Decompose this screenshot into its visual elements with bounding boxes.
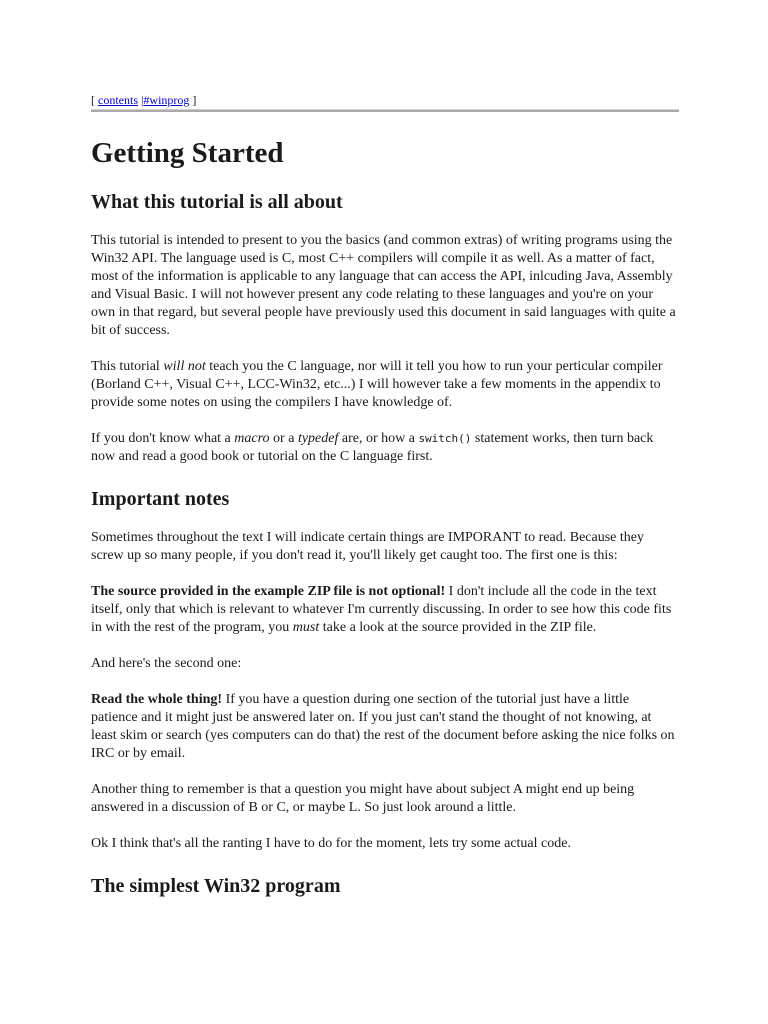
contents-link[interactable]: contents [98, 93, 138, 107]
emphasis-macro: macro [234, 431, 270, 446]
notes-paragraph-1: Sometimes throughout the text I will indicate certain things are IMPORANT to read. Because they screw up so many people, if you don't read it, you'll likely get caught too. The first one is this: [91, 530, 644, 563]
section-heading-notes: Important notes [91, 488, 230, 510]
emphasis-must: must [292, 620, 320, 635]
section-heading-simplest: The simplest Win32 program [91, 875, 341, 897]
page-title: Getting Started [91, 137, 284, 169]
notes-paragraph-4 [91, 691, 679, 763]
bold-text: The source provided in the example ZIP file is not optional! [91, 584, 446, 599]
text-span: or a [269, 431, 298, 446]
text-span: I don't include all the code in the text itself, only that which is relevant to whatever I'm currently discussing. In order to see how this code fits in with the rest of the program, you [91, 584, 672, 635]
text-span: If you have a question during one section of the tutorial just have a little patience and it might just be answered later on. If you just can't stand the thought of not knowing, at least skim or search (yes computers can do that) the rest of the document before asking the nice folks on IRC or by email. [91, 692, 675, 761]
nav-separator: | [141, 93, 144, 107]
notes-paragraph-6: Ok I think that's all the ranting I have to do for the moment, lets try some actual code. [91, 836, 571, 851]
about-paragraph-2 [91, 358, 679, 412]
notes-paragraph-2 [91, 583, 679, 637]
nav-open-bracket: [ [91, 93, 95, 107]
text-span: are, or how a [338, 431, 419, 446]
article [91, 92, 679, 898]
about-paragraph-1: This tutorial is intended to present to you the basics (and common extras) of writing programs using the Win32 API. The language used is C, most C++ compilers will compile it as well. As a matter of fact, most of the information is applicable to any language that can access the API, inlcuding Java, Assembly and Visual Basic. I will not however present any code relating to these languages and you're on your own in that regard, but several people have previously used this document in said languages with quite a bit of success. [91, 233, 676, 338]
text-span: This tutorial [91, 359, 164, 374]
notes-paragraph-5: Another thing to remember is that a question you might have about subject A might end up being answered in a discussion of B or C, or maybe L. So just look around a little. [91, 782, 635, 815]
about-paragraph-3 [91, 430, 679, 466]
text-span: take a look at the source provided in the ZIP file. [319, 620, 597, 635]
inline-code-switch: switch() [418, 432, 472, 445]
section-heading-about: What this tutorial is all about [91, 191, 343, 213]
winprog-link[interactable]: #winprog [143, 93, 190, 107]
emphasis-typedef: typedef [297, 431, 339, 446]
horizontal-rule [91, 109, 679, 112]
nav-close-bracket: ] [192, 93, 197, 107]
emphasis: will not [163, 359, 206, 374]
bold-text: Read the whole thing! [91, 692, 223, 707]
top-navigation [91, 92, 679, 108]
notes-paragraph-3: And here's the second one: [91, 656, 242, 671]
text-span: If you don't know what a [91, 431, 235, 446]
text-span: teach you the C language, nor will it tell you how to run your perticular compiler (Borland C++, Visual C++, LCC-Win32, etc...) I will however take a few moments in the appendix to provide some notes on using the compilers I have knowledge of. [91, 359, 663, 410]
text-span: statement works, then turn back now and read a good book or tutorial on the C language first. [91, 431, 654, 464]
